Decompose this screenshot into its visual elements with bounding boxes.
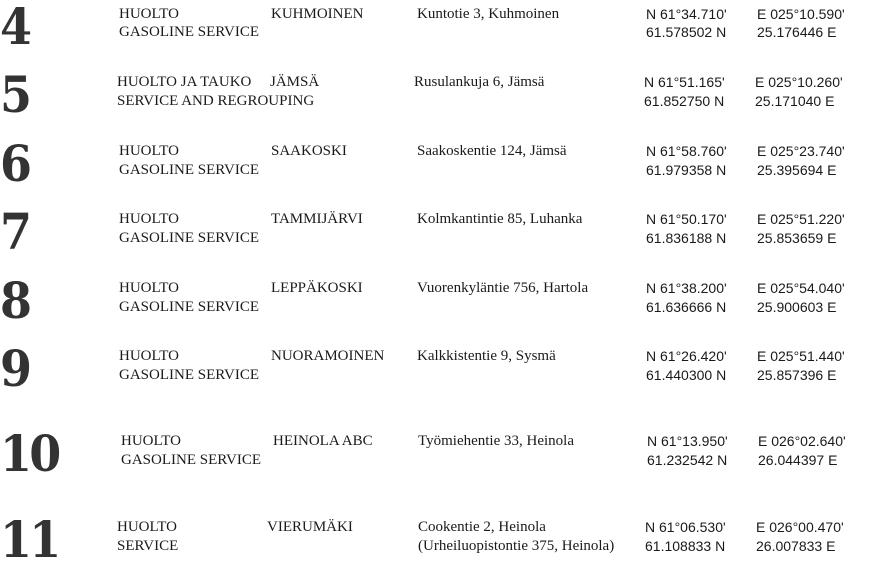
service-type-line2: SERVICE AND REGROUPING [117, 93, 315, 109]
checkpoint-number: 5 [0, 65, 30, 124]
longitude-dd: 26.007833 E [756, 538, 836, 554]
service-type-line1: HUOLTO [119, 6, 180, 22]
longitude-dm: E 025°10.260' [755, 74, 843, 90]
longitude-dd: 25.857396 E [757, 367, 837, 383]
checkpoint-entry-4 [0, 0, 880, 65]
place-name: KUHMOINEN [271, 6, 364, 22]
address-line1: Työmiehentie 33, Heinola [418, 433, 574, 449]
checkpoint-entry-9 [0, 339, 880, 407]
longitude-dm: E 025°10.590' [757, 6, 845, 22]
address-line1: Rusulankuja 6, Jämsä [414, 74, 545, 90]
checkpoint-entry-7 [0, 202, 880, 270]
service-type-line1: HUOLTO [121, 433, 182, 449]
service-type-line1: HUOLTO [119, 280, 180, 296]
longitude-dm: E 025°51.440' [757, 348, 845, 364]
checkpoint-entry-10 [0, 424, 880, 492]
service-type-line1: HUOLTO [119, 143, 180, 159]
checkpoint-number: 10 [0, 424, 59, 483]
address-line1: Saakoskentie 124, Jämsä [417, 143, 567, 159]
longitude-dm: E 025°51.220' [757, 211, 845, 227]
latitude-dd: 61.836188 N [646, 230, 727, 246]
address-line1: Vuorenkyläntie 756, Hartola [417, 280, 589, 296]
latitude-dd: 61.979358 N [646, 162, 727, 178]
longitude-dd: 25.900603 E [757, 299, 837, 315]
address-line1: Kuntotie 3, Kuhmoinen [417, 6, 560, 22]
longitude-dd: 25.853659 E [757, 230, 837, 246]
address-line2: (Urheiluopistontie 375, Heinola) [418, 538, 615, 554]
checkpoint-number: 7 [0, 202, 30, 261]
address-line1: Kolmkantintie 85, Luhanka [417, 211, 583, 227]
latitude-dm: N 61°26.420' [646, 348, 727, 364]
latitude-dm: N 61°06.530' [645, 519, 726, 535]
service-type-line2: GASOLINE SERVICE [121, 452, 262, 468]
latitude-dd: 61.232542 N [647, 452, 728, 468]
service-type-line2: SERVICE [117, 538, 179, 554]
checkpoint-number: 11 [0, 510, 59, 569]
longitude-dd: 25.176446 E [757, 24, 837, 40]
checkpoint-entry-11 [0, 510, 880, 578]
service-type-line2: GASOLINE SERVICE [119, 230, 260, 246]
service-type-line1: HUOLTO JA TAUKO [117, 74, 252, 90]
checkpoint-number: 4 [0, 0, 30, 56]
latitude-dm: N 61°58.760' [646, 143, 727, 159]
latitude-dd: 61.852750 N [644, 93, 725, 109]
longitude-dm: E 025°23.740' [757, 143, 845, 159]
longitude-dm: E 026°02.640' [758, 433, 846, 449]
checkpoint-number: 8 [0, 271, 30, 330]
service-type-line1: HUOLTO [119, 348, 180, 364]
latitude-dm: N 61°34.710' [646, 6, 727, 22]
place-name: VIERUMÄKI [267, 519, 353, 535]
latitude-dd: 61.108833 N [645, 538, 726, 554]
longitude-dd: 25.171040 E [755, 93, 835, 109]
checkpoint-number: 6 [0, 134, 30, 193]
service-type-line1: HUOLTO [117, 519, 178, 535]
checkpoint-entry-5 [0, 65, 880, 133]
address-line1: Cookentie 2, Heinola [418, 519, 546, 535]
service-type-line2: GASOLINE SERVICE [119, 24, 260, 40]
place-name: HEINOLA ABC [273, 433, 373, 449]
latitude-dd: 61.440300 N [646, 367, 727, 383]
place-name: NUORAMOINEN [271, 348, 385, 364]
checkpoint-number: 9 [0, 339, 30, 398]
latitude-dd: 61.578502 N [646, 24, 727, 40]
place-name: JÄMSÄ [270, 74, 320, 90]
longitude-dd: 26.044397 E [758, 452, 838, 468]
latitude-dm: N 61°38.200' [646, 280, 727, 296]
place-name: TAMMIJÄRVI [271, 211, 363, 227]
longitude-dm: E 025°54.040' [757, 280, 845, 296]
checkpoint-entry-8 [0, 271, 880, 339]
address-line1: Kalkkistentie 9, Sysmä [417, 348, 556, 364]
latitude-dm: N 61°50.170' [646, 211, 727, 227]
place-name: LEPPÄKOSKI [271, 280, 363, 296]
longitude-dm: E 026°00.470' [756, 519, 844, 535]
latitude-dm: N 61°51.165' [644, 74, 725, 90]
service-type-line2: GASOLINE SERVICE [119, 299, 260, 315]
checkpoint-entry-6 [0, 134, 880, 202]
latitude-dm: N 61°13.950' [647, 433, 728, 449]
place-name: SAAKOSKI [271, 143, 347, 159]
longitude-dd: 25.395694 E [757, 162, 837, 178]
service-type-line2: GASOLINE SERVICE [119, 367, 260, 383]
service-type-line1: HUOLTO [119, 211, 180, 227]
latitude-dd: 61.636666 N [646, 299, 727, 315]
service-type-line2: GASOLINE SERVICE [119, 162, 260, 178]
